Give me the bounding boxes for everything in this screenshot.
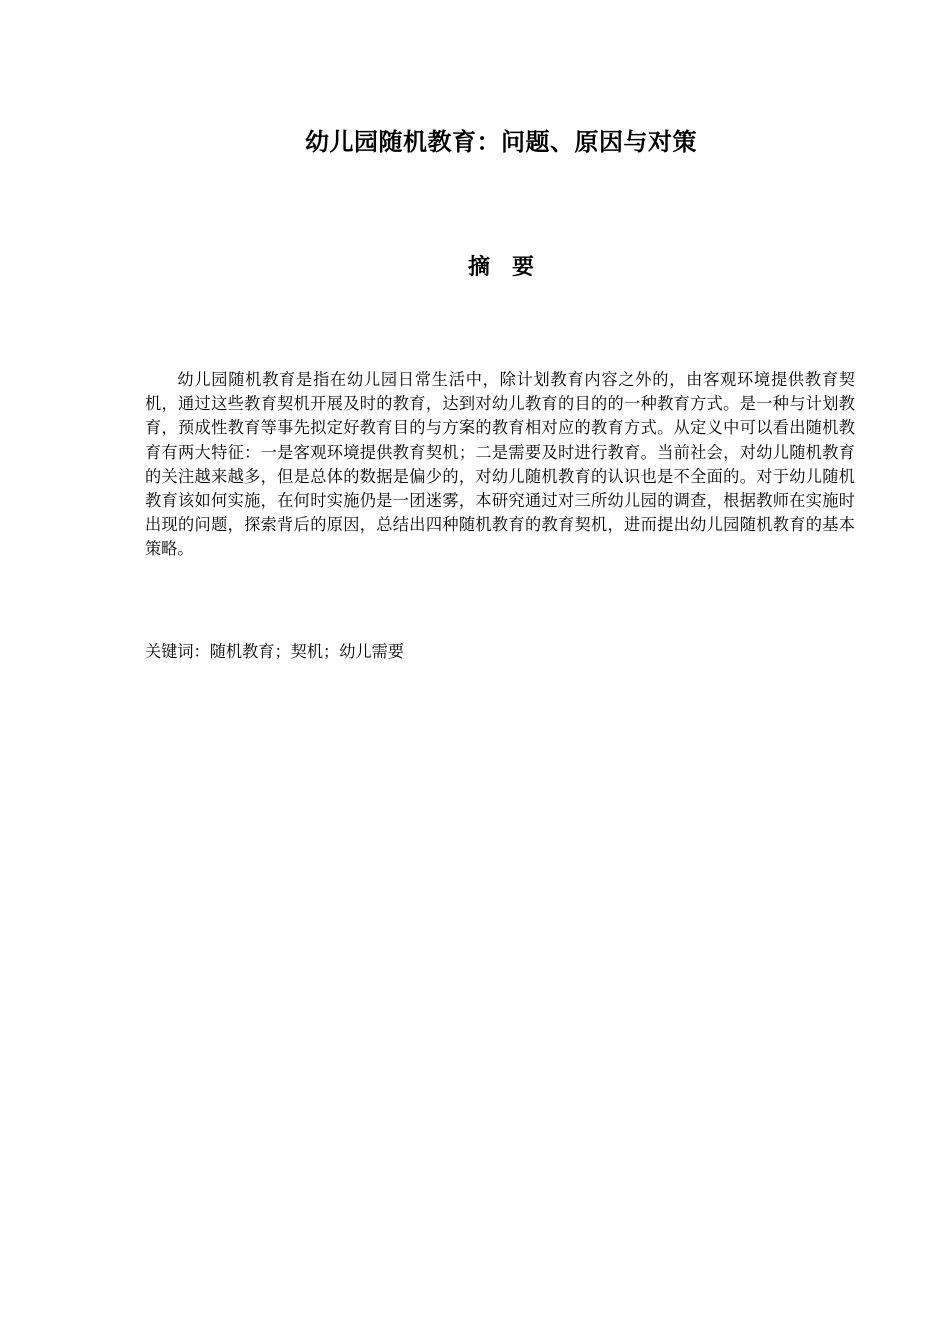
abstract-body: 幼儿园随机教育是指在幼儿园日常生活中，除计划教育内容之外的，由客观环境提供教育契机，通过这些教育契机开展及时的教育，达到对幼儿教育的目的的一种教育方式。是一种与计划教育，预成性教育等事先拟定好教育目的与方案的教育相对应的教育方式。从定义中可以看出随机教育有两大特征：一是客观环境提供教育契机；二是需要及时进行教育。当前社会，对幼儿随机教育的关注越来越多，但是总体的数据是偏少的，对幼儿随机教育的认识也是不全面的。对于幼儿随机教育该如何实施，在何时实施仍是一团迷雾，本研究通过对三所幼儿园的调查，根据教师在实施时出现的问题，探索背后的原因，总结出四种随机教育的教育契机，进而提出幼儿园随机教育的基本策略。	[145, 370, 855, 559]
keywords-label: 关键词：	[145, 642, 210, 661]
document-title: 幼儿园随机教育：问题、原因与对策	[305, 128, 697, 156]
keywords-line	[145, 640, 855, 664]
abstract-heading	[145, 253, 857, 283]
abstract-heading-char-2: 要	[512, 255, 535, 280]
keywords-value: 随机教育；契机；幼儿需要	[209, 642, 404, 661]
abstract-heading-char-1: 摘	[467, 255, 490, 280]
